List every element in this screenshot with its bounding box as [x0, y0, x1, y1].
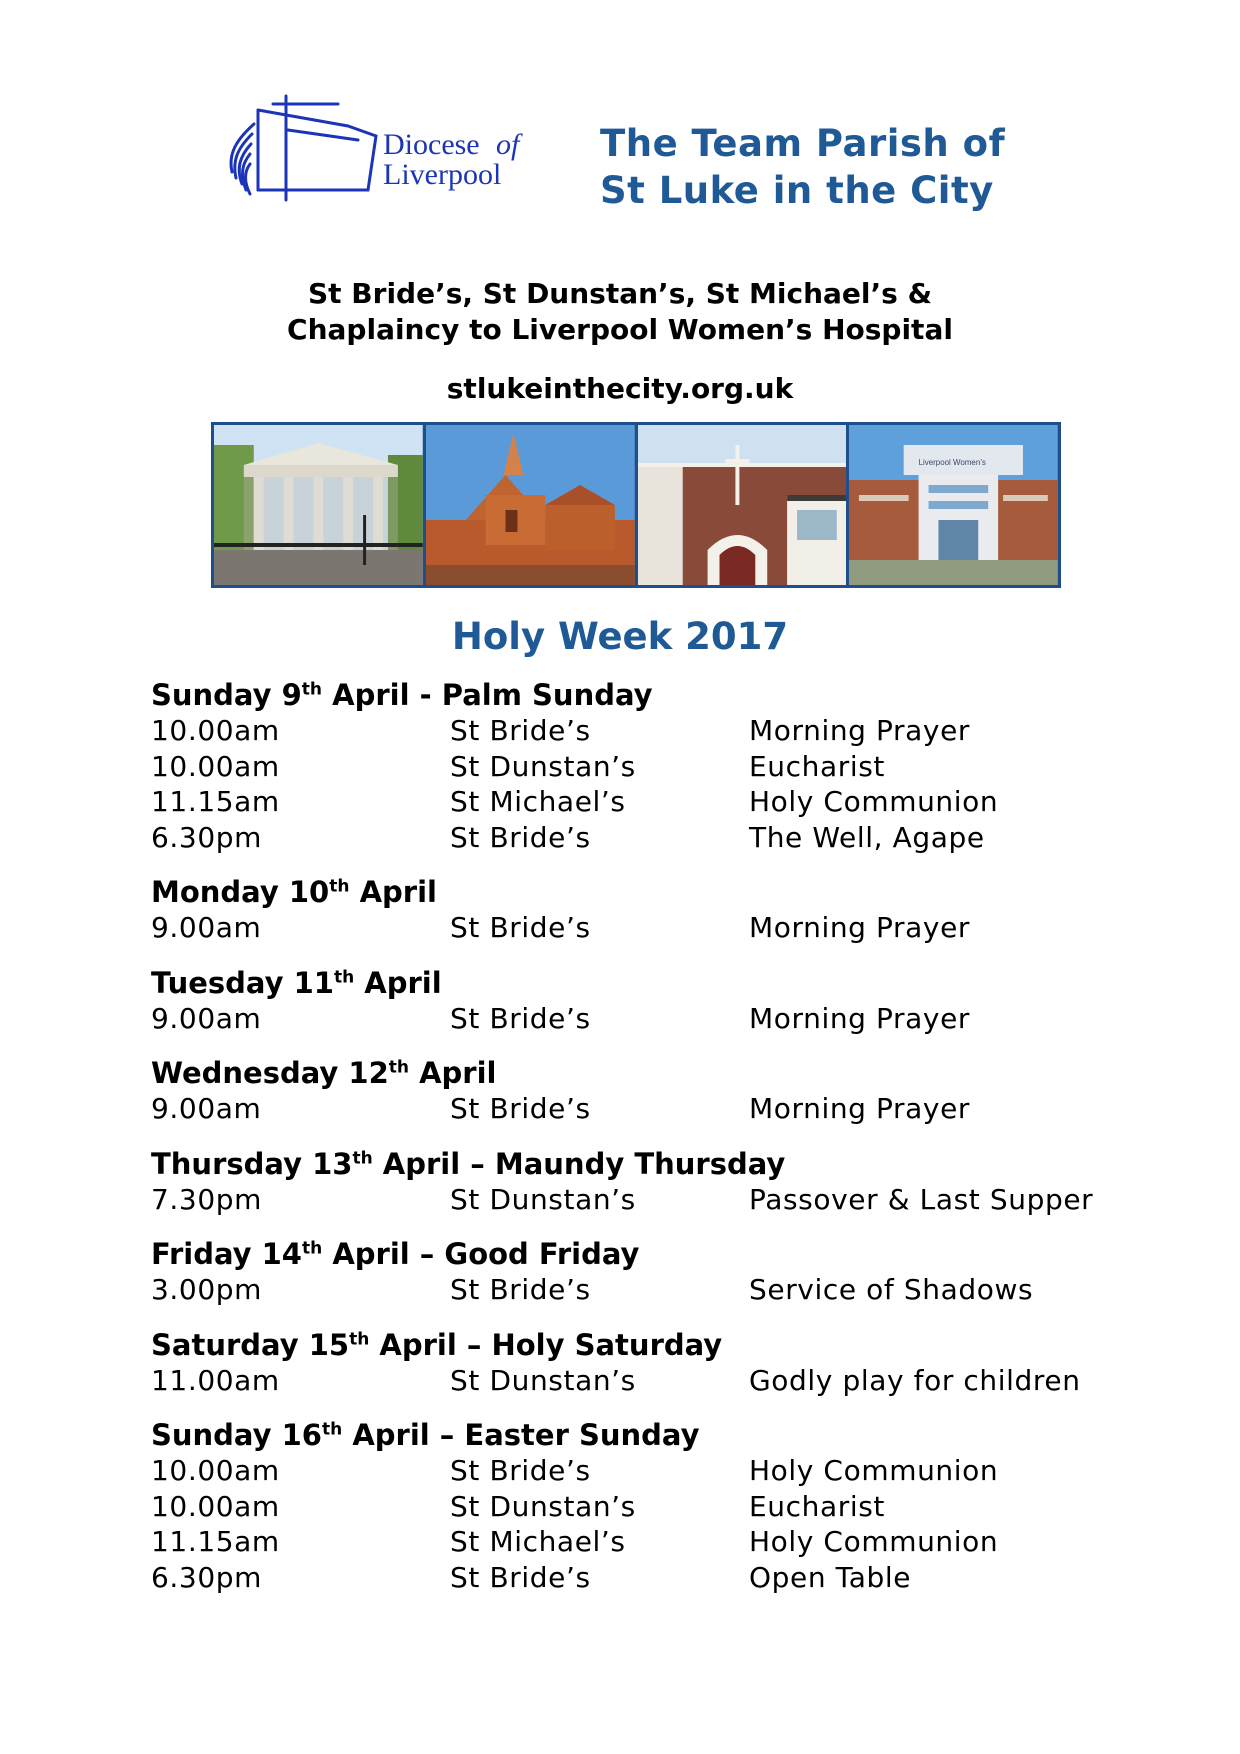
service-row [151, 1182, 1151, 1218]
service-location: St Bride’s [450, 820, 591, 854]
day-title-rest: April - Palm Sunday [322, 678, 653, 712]
service-time: 7.30pm [151, 1182, 262, 1216]
day-section [151, 1237, 1151, 1308]
day-title-ordinal: th [301, 679, 323, 700]
service-name: Morning Prayer [749, 1001, 971, 1035]
service-time: 9.00am [151, 911, 262, 944]
service-location: St Bride’s [450, 714, 591, 747]
service-location: St Dunstan’s [450, 1182, 636, 1216]
service-time: 10.00am [151, 714, 280, 747]
parish-title [600, 120, 1005, 214]
day-title [151, 1237, 1151, 1272]
day-section [151, 1147, 1151, 1218]
parish-title-line1: The Team Parish of [600, 122, 1006, 165]
service-name: Service of Shadows [749, 1273, 1034, 1306]
service-name: Holy Communion [749, 785, 999, 818]
day-title-ordinal: th [321, 1419, 343, 1440]
service-location: St Bride’s [450, 1001, 591, 1035]
service-row [151, 1091, 1151, 1127]
day-section [151, 875, 1151, 946]
service-time: 9.00am [151, 1092, 262, 1125]
churches-list [0, 276, 1240, 348]
day-title-rest: April – Easter Sunday [342, 1418, 700, 1452]
service-location: St Bride’s [450, 1273, 591, 1306]
service-time: 11.15am [151, 785, 280, 818]
hospital-sign-text: Liverpool Women’s [918, 457, 987, 468]
day-title-rest: April – Good Friday [322, 1237, 640, 1271]
st-brides-church-photo [214, 425, 423, 585]
service-name: Morning Prayer [749, 714, 971, 747]
service-row [151, 1363, 1151, 1399]
service-time: 10.00am [151, 749, 280, 783]
day-title-date: Saturday 15 [151, 1327, 350, 1362]
day-title-rest: April [408, 1056, 497, 1090]
day-section [151, 1328, 1151, 1399]
service-row [151, 713, 1151, 749]
church-photo-strip [211, 422, 1061, 588]
churches-line1: St Bride’s, St Dunstan’s, St Michael’s & [308, 277, 932, 310]
service-location: St Bride’s [450, 911, 591, 944]
day-title [151, 1328, 1151, 1363]
logo-liverpool-text: Liverpool [383, 158, 502, 191]
service-location: St Bride’s [450, 1092, 591, 1125]
st-dunstans-church-photo [426, 425, 635, 585]
service-name: The Well, Agape [749, 820, 985, 854]
service-time: 10.00am [151, 1454, 280, 1487]
service-row [151, 784, 1151, 820]
day-section [151, 966, 1151, 1037]
service-row [151, 749, 1151, 785]
service-location: St Dunstan’s [450, 1363, 636, 1397]
service-schedule [151, 678, 1151, 1615]
day-title [151, 966, 1151, 1001]
day-title-rest: April – Maundy Thursday [372, 1146, 786, 1181]
logo-diocese-text: Diocese [383, 128, 480, 161]
service-time: 11.00am [151, 1363, 280, 1397]
diocese-of-liverpool-logo [218, 90, 578, 210]
service-row [151, 1453, 1151, 1489]
service-name: Eucharist [749, 1489, 885, 1523]
service-time: 11.15am [151, 1525, 280, 1558]
liverpool-womens-hospital-photo [849, 425, 1058, 585]
service-name: Morning Prayer [749, 911, 971, 944]
website-link[interactable]: stlukeinthecity.org.uk [446, 372, 794, 405]
day-title-ordinal: th [302, 1238, 323, 1259]
service-row [151, 1560, 1151, 1596]
day-title-date: Sunday 9 [151, 678, 302, 712]
service-name: Godly play for children [749, 1363, 1081, 1397]
holy-week-heading: Holy Week 2017 [451, 615, 789, 658]
day-title-date: Monday 10 [151, 875, 330, 909]
churches-line2: Chaplaincy to Liverpool Women’s Hospital [287, 313, 953, 346]
day-title [151, 1147, 1151, 1182]
service-location: St Dunstan’s [450, 1489, 636, 1523]
day-title-ordinal: th [388, 1057, 409, 1078]
service-time: 9.00am [151, 1001, 262, 1035]
service-name: Holy Communion [749, 1525, 999, 1558]
day-title-ordinal: th [352, 1147, 373, 1168]
service-time: 10.00am [151, 1489, 280, 1523]
service-row [151, 1489, 1151, 1525]
service-name: Holy Communion [749, 1454, 999, 1487]
day-section [151, 1418, 1151, 1595]
service-location: St Bride’s [450, 1454, 591, 1487]
service-time: 6.30pm [151, 820, 262, 854]
service-location: St Dunstan’s [450, 749, 636, 783]
day-title-rest: April [349, 875, 437, 909]
service-name: Eucharist [749, 749, 885, 783]
day-title-rest: April – Holy Saturday [369, 1327, 723, 1362]
day-section [151, 678, 1151, 855]
service-name: Open Table [749, 1560, 912, 1594]
day-title-ordinal: th [329, 876, 350, 897]
day-title-rest: April [354, 965, 442, 1000]
service-row [151, 1524, 1151, 1560]
service-name: Passover & Last Supper [749, 1182, 1094, 1216]
day-title-date: Friday 14 [151, 1237, 302, 1271]
parish-title-line2: St Luke in the City [600, 169, 994, 212]
day-title-date: Wednesday 12 [151, 1056, 389, 1090]
service-name: Morning Prayer [749, 1092, 971, 1125]
service-row [151, 910, 1151, 946]
day-title-date: Sunday 16 [151, 1418, 322, 1452]
day-title [151, 678, 1151, 713]
service-time: 6.30pm [151, 1560, 262, 1594]
day-title-ordinal: th [349, 1328, 370, 1349]
service-time: 3.00pm [151, 1273, 262, 1306]
service-location: St Michael’s [450, 785, 626, 818]
service-row [151, 1001, 1151, 1037]
st-michaels-church-photo [638, 425, 847, 585]
day-title [151, 1056, 1151, 1091]
day-title-date: Tuesday 11 [151, 965, 334, 1000]
day-section [151, 1056, 1151, 1127]
service-row [151, 820, 1151, 856]
day-title [151, 1418, 1151, 1453]
service-row [151, 1272, 1151, 1308]
day-title [151, 875, 1151, 910]
service-location: St Bride’s [450, 1560, 591, 1594]
service-location: St Michael’s [450, 1525, 626, 1558]
logo-of-text: of [496, 128, 520, 161]
day-title-date: Thursday 13 [151, 1146, 353, 1181]
day-title-ordinal: th [333, 966, 355, 987]
